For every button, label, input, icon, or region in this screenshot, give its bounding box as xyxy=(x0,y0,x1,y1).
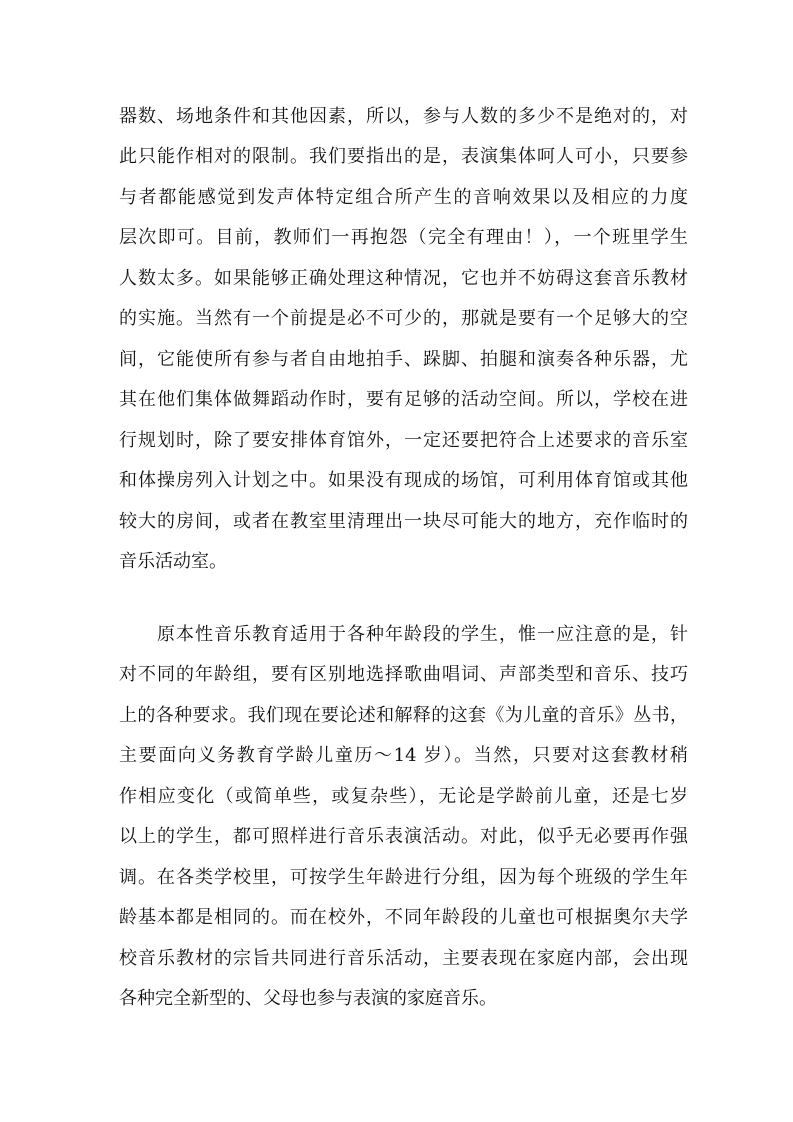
paragraph-line: 器数、场地条件和其他因素，所以，参与人数的多少不是绝对的，对 xyxy=(119,106,688,127)
paragraph-line: 音乐活动室。 xyxy=(119,551,227,572)
paragraph-line: 间，它能使所有参与者自由地拍手、跺脚、拍腿和演奏各种乐器，尤 xyxy=(119,349,688,370)
paragraph-line: 对不同的年龄组，要有区别地选择歌曲唱词、声部类型和音乐、技巧 xyxy=(119,664,688,685)
paragraph-line: 与者都能感觉到发声体特定组合所产生的音响效果以及相应的力度 xyxy=(119,187,688,208)
paragraph-line: 作相应变化（或简单些，或复杂些），无论是学龄前儿童，还是七岁 xyxy=(119,786,688,807)
paragraph-line: 校音乐教材的宗旨共同进行音乐活动，主要表现在家庭内部，会出现 xyxy=(119,948,688,969)
paragraph-line: 主要面向义务教育学龄儿童历～14 岁）。当然，只要对这套教材稍 xyxy=(119,745,688,766)
paragraph-line: 和体操房列入计划之中。如果没有现成的场馆，可利用体育馆或其他 xyxy=(119,470,688,491)
paragraph-line: 人数太多。如果能够正确处理这种情况，它也并不妨碍这套音乐教材 xyxy=(119,268,688,289)
paragraph-line: 行规划时，除了要安排体育馆外，一定还要把符合上述要求的音乐室 xyxy=(119,430,688,451)
paragraph-line: 调。在各类学校里，可按学生年龄进行分组，因为每个班级的学生年 xyxy=(119,867,688,888)
paragraph-line: 较大的房间，或者在教室里清理出一块尽可能大的地方，充作临时的 xyxy=(119,511,688,532)
paragraph-line: 原本性音乐教育适用于各种年龄段的学生，惟一应注意的是，针 xyxy=(157,624,688,645)
paragraph-line: 此只能作相对的限制。我们要指出的是，表演集体呵人可小，只要参 xyxy=(119,146,688,167)
paragraph-line: 龄基本都是相同的。而在校外，不同年龄段的儿童也可根据奥尔夫学 xyxy=(119,907,688,928)
paragraph-line: 层次即可。目前，教师们一再抱怨（完全有理由！），一个班里学生 xyxy=(119,227,688,248)
paragraph-line: 的实施。当然有一个前提是必不可少的，那就是要有一个足够大的空 xyxy=(119,308,688,329)
paragraph-line: 上的各种要求。我们现在要论述和解释的这套《为儿童的音乐》丛书， xyxy=(119,705,688,726)
paragraph-line: 各种完全新型的、父母也参与表演的家庭音乐。 xyxy=(119,988,497,1009)
paragraph-line: 其在他们集体做舞蹈动作时，要有足够的活动空间。所以，学校在进 xyxy=(119,389,688,410)
paragraph-line: 以上的学生，都可照样进行音乐表演活动。对此，似乎无必要再作强 xyxy=(119,826,688,847)
